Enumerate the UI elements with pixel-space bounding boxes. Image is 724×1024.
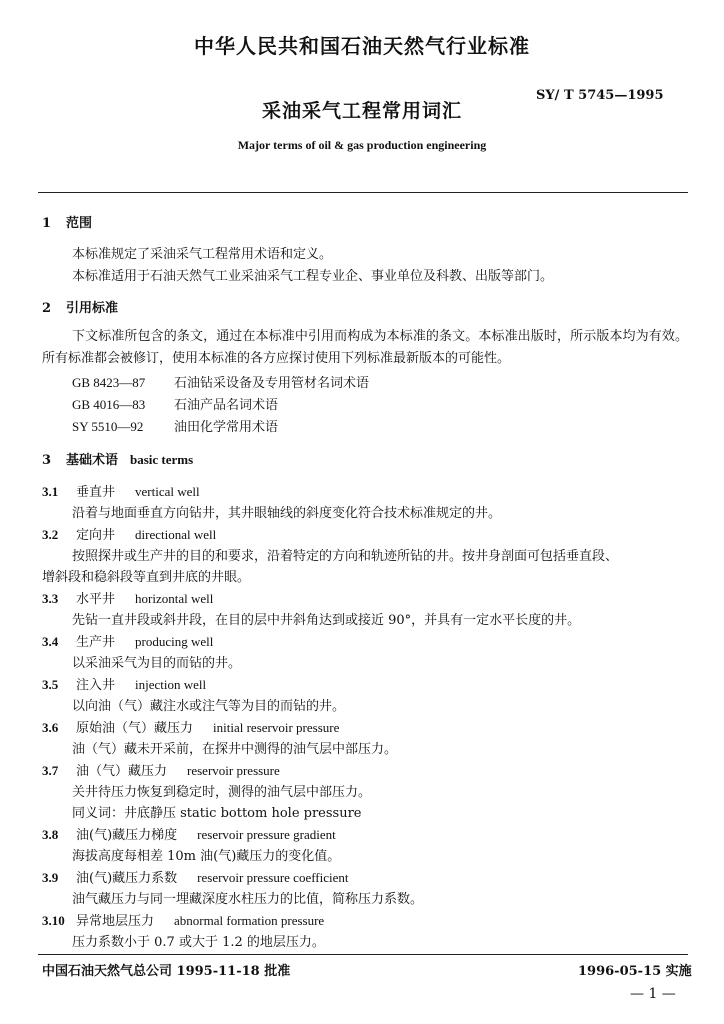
- footer-divider: [38, 954, 688, 955]
- term-entry: [42, 524, 216, 543]
- term-entry: [42, 674, 206, 693]
- term-zh: 生产井: [76, 635, 116, 650]
- section-heading-references: [42, 297, 118, 316]
- page-number: — 1 —: [630, 986, 676, 1002]
- term-zh: 垂直井: [76, 485, 116, 500]
- term-entry: [42, 717, 339, 736]
- term-en: initial reservoir pressure: [213, 720, 340, 735]
- implementation-date: 1996-05-15 实施: [578, 964, 692, 979]
- reference-name: 石油钻采设备及专用管材名词术语: [174, 376, 370, 391]
- term-definition: 油（气）藏未开采前，在探井中测得的油气层中部压力。: [72, 742, 398, 757]
- term-entry: [42, 910, 324, 929]
- issuing-authority: 中华人民共和国石油天然气行业标准: [194, 34, 530, 58]
- reference-item: [72, 394, 278, 413]
- term-en: reservoir pressure gradient: [197, 827, 336, 842]
- term-number: 3.7: [42, 763, 59, 778]
- term-en: reservoir pressure: [187, 763, 280, 778]
- term-number: 3.3: [42, 591, 59, 606]
- term-definition: 油气藏压力与同一埋藏深度水柱压力的比值，简称压力系数。: [72, 892, 424, 907]
- term-en: abnormal formation pressure: [174, 913, 325, 928]
- term-definition: 压力系数小于 0.7 或大于 1.2 的地层压力。: [72, 935, 325, 950]
- term-definition: 以向油（气）藏注水或注气等为目的而钻的井。: [72, 699, 346, 714]
- term-en: vertical well: [135, 484, 200, 499]
- term-en: producing well: [135, 634, 214, 649]
- reference-name: 石油产品名词术语: [174, 398, 279, 413]
- term-entry: [42, 760, 280, 779]
- term-definition: 以采油采气为目的而钻的井。: [72, 656, 242, 671]
- document-subtitle: Major terms of oil & gas production engineering: [237, 138, 487, 152]
- scope-paragraph: 本标准规定了采油采气工程常用术语和定义。: [72, 247, 333, 262]
- section-heading-scope: [42, 212, 92, 231]
- reference-item: [72, 372, 369, 391]
- term-synonym: 同义词：井底静压 static bottom hole pressure: [72, 806, 362, 821]
- term-en: injection well: [135, 677, 207, 692]
- section-number: 3: [42, 453, 52, 468]
- section-title: 引用标准: [66, 301, 119, 316]
- term-definition: 关井待压力恢复到稳定时，测得的油气层中部压力。: [72, 785, 372, 800]
- term-entry: [42, 631, 213, 650]
- term-number: 3.9: [42, 870, 59, 885]
- term-zh: 油（气）藏压力: [76, 764, 168, 779]
- reference-code: GB 8423—87: [72, 375, 146, 390]
- term-number: 3.5: [42, 677, 59, 692]
- term-zh: 注入井: [76, 678, 116, 693]
- reference-name: 油田化学常用术语: [174, 420, 279, 435]
- term-number: 3.2: [42, 527, 59, 542]
- term-en: horizontal well: [135, 591, 214, 606]
- term-number: 3.10: [42, 913, 65, 928]
- term-zh: 油(气)藏压力梯度: [76, 828, 178, 843]
- section-title-en: basic terms: [130, 452, 194, 467]
- term-definition: 沿着与地面垂直方向钻井，其井眼轴线的斜度变化符合技术标准规定的井。: [72, 506, 502, 521]
- references-intro: 下文标准所包含的条文，通过在本标准中引用而构成为本标准的条文。本标准出版时，所示版本均为有效。所有标准都会被修订，使用本标准的各方应探讨使用下列标准最新版本的可能性。: [42, 329, 688, 366]
- reference-code: GB 4016—83: [72, 397, 146, 412]
- term-definition: 按照探井或生产井的目的和要求，沿着特定的方向和轨迹所钻的井。按井身剖面可包括垂直段、: [72, 549, 619, 564]
- term-zh: 油(气)藏压力系数: [76, 871, 178, 886]
- term-number: 3.6: [42, 720, 59, 735]
- term-zh: 原始油（气）藏压力: [76, 721, 194, 736]
- term-definition: 增斜段和稳斜段等直到井底的井眼。: [42, 570, 251, 585]
- term-entry: [42, 481, 200, 500]
- term-entry: [42, 867, 349, 886]
- term-entry: [42, 588, 213, 607]
- section-number: 1: [42, 216, 52, 231]
- scope-paragraph: 本标准适用于石油天然气工业采油采气工程专业企、事业单位及科教、出版等部门。: [72, 269, 554, 284]
- section-number: 2: [42, 301, 52, 316]
- term-number: 3.1: [42, 484, 59, 499]
- term-en: reservoir pressure coefficient: [197, 870, 349, 885]
- reference-code: SY 5510—92: [72, 419, 144, 434]
- reference-item: [72, 416, 278, 435]
- term-zh: 定向井: [76, 528, 116, 543]
- term-number: 3.8: [42, 827, 59, 842]
- section-title: 基础术语: [66, 453, 119, 468]
- term-definition: 海拔高度每相差 10m 油(气)藏压力的变化值。: [72, 849, 341, 864]
- section-title: 范围: [66, 216, 93, 231]
- term-entry: [42, 824, 336, 843]
- header-divider: [38, 192, 688, 193]
- document-title: 采油采气工程常用词汇: [261, 100, 462, 122]
- standard-code: SY/ T 5745—1995: [536, 88, 664, 103]
- approval-note: 中国石油天然气总公司 1995-11-18 批准: [42, 964, 291, 979]
- term-zh: 异常地层压力: [76, 914, 155, 929]
- term-en: directional well: [135, 527, 217, 542]
- term-definition: 先钻一直井段或斜井段，在目的层中井斜角达到或接近 90°，并具有一定水平长度的井。: [72, 613, 581, 628]
- section-heading-basic-terms: [42, 449, 193, 468]
- term-zh: 水平井: [76, 592, 116, 607]
- term-number: 3.4: [42, 634, 59, 649]
